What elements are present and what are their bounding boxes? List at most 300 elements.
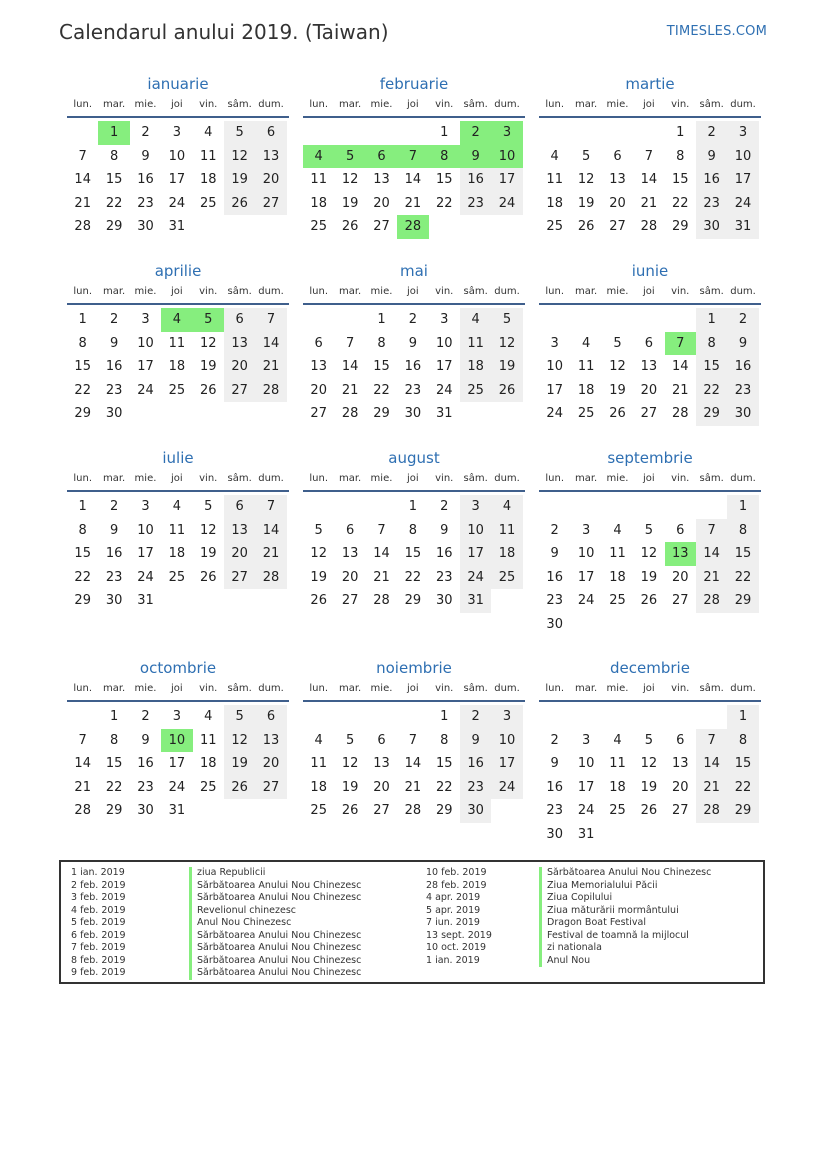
day-cell: 10: [491, 729, 522, 753]
day-cell: 18: [546, 195, 563, 211]
day-cell: 1: [440, 709, 449, 724]
day-cell: 13: [341, 546, 359, 562]
day-cell: 6: [314, 335, 323, 351]
empty-day-cell: [334, 705, 365, 729]
weekday-label: lun.: [73, 286, 93, 297]
day-cell: 10: [168, 148, 186, 164]
day-cell: 13: [373, 756, 390, 772]
day-cell: 17: [137, 546, 154, 562]
empty-day-cell: [570, 495, 601, 519]
weekday-label: lun.: [309, 286, 329, 297]
day-cell: 11: [168, 335, 186, 351]
weekday-label: mar.: [102, 286, 126, 297]
day-cell: 23: [435, 569, 453, 585]
day-cell: 13: [255, 145, 286, 169]
day-cell: 4: [550, 148, 559, 164]
day-cell: 14: [640, 172, 658, 188]
day-cell: 20: [373, 195, 390, 211]
legend-holiday-name: Dragon Boat Festival: [539, 917, 711, 930]
month-name: ianuarie: [147, 75, 209, 93]
day-cell: 11: [609, 756, 626, 772]
legend-holiday-date: 5 feb. 2019: [71, 917, 126, 928]
day-cell: 6: [255, 705, 286, 729]
day-cell: 9: [408, 335, 417, 351]
day-cell: 18: [310, 779, 327, 795]
day-cell: 19: [341, 779, 359, 795]
weekday-label: vin.: [199, 683, 218, 694]
day-cell: 29: [435, 803, 453, 819]
day-cell: 26: [609, 406, 626, 422]
day-grid: [67, 705, 289, 823]
day-cell: 15: [435, 756, 453, 772]
day-cell: 14: [671, 359, 689, 375]
day-cell: 27: [640, 406, 658, 422]
day-cell: 24: [546, 406, 563, 422]
day-cell: 10: [727, 145, 758, 169]
day-cell: 28: [404, 803, 422, 819]
day-cell: 2: [696, 121, 727, 145]
day-cell: 21: [341, 382, 359, 398]
weekday-label: mie.: [134, 99, 157, 110]
day-cell: 27: [609, 219, 626, 235]
weekday-label: vin.: [671, 99, 690, 110]
day-cell: 30: [137, 803, 154, 819]
empty-day-cell: [539, 705, 570, 729]
day-cell: 17: [577, 569, 595, 585]
month-august: [303, 448, 525, 613]
day-cell: 8: [377, 335, 386, 351]
day-cell: 20: [341, 569, 359, 585]
day-cell: 26: [341, 803, 359, 819]
legend-holiday-date: 4 feb. 2019: [71, 904, 126, 916]
day-cell: 6: [377, 732, 386, 748]
day-cell: 11: [491, 519, 522, 543]
day-cell: 28: [74, 219, 91, 235]
day-cell: 1: [109, 709, 119, 724]
day-cell: 11: [310, 756, 327, 772]
day-cell: 29: [696, 402, 727, 426]
day-cell: 8: [440, 732, 449, 748]
day-grid: [539, 308, 761, 426]
month-iulie: [67, 448, 289, 613]
empty-day-cell: [633, 495, 664, 519]
day-cell: 18: [310, 195, 327, 211]
day-cell: 11: [609, 546, 626, 562]
weekday-label: mie.: [370, 683, 393, 694]
day-cell: 8: [676, 148, 685, 164]
weekday-label: vin.: [671, 683, 690, 694]
day-cell: 13: [373, 172, 390, 188]
day-cell: 9: [109, 335, 119, 351]
month-septembrie: [539, 448, 761, 637]
day-cell: 26: [341, 219, 359, 235]
legend-holiday-date: 1 ian. 2019: [71, 867, 125, 878]
day-cell: 23: [137, 195, 154, 211]
weekday-label: mie.: [134, 286, 157, 297]
day-cell: 12: [577, 172, 595, 188]
day-cell: 4: [460, 308, 491, 332]
holiday-day-cell: 13: [665, 542, 696, 566]
weekday-label: joi: [407, 683, 419, 694]
weekday-label: lun.: [73, 473, 93, 484]
day-cell: 6: [676, 732, 685, 748]
day-cell: 17: [168, 172, 186, 188]
day-cell: 22: [727, 566, 758, 590]
day-grid: [303, 121, 525, 239]
day-cell: 13: [310, 359, 327, 375]
day-cell: 30: [435, 593, 453, 609]
legend-holiday-name: Sărbătoarea Anului Nou Chinezesc: [189, 930, 361, 943]
day-cell: 23: [404, 382, 422, 398]
day-cell: 23: [727, 379, 758, 403]
day-grid: [67, 121, 289, 239]
day-cell: 14: [404, 172, 422, 188]
day-cell: 24: [168, 779, 186, 795]
weekday-label: sâm.: [227, 473, 252, 484]
day-cell: 20: [224, 542, 255, 566]
day-cell: 1: [377, 312, 386, 327]
day-cell: 1: [78, 312, 87, 327]
day-cell: 11: [168, 522, 186, 538]
day-cell: 28: [255, 379, 286, 403]
day-cell: 15: [727, 542, 758, 566]
day-cell: 17: [435, 359, 453, 375]
day-cell: 5: [491, 308, 522, 332]
day-cell: 12: [310, 546, 327, 562]
legend-right-dates: [426, 867, 492, 967]
weekday-label: sâm.: [699, 99, 724, 110]
day-cell: 25: [546, 219, 563, 235]
day-cell: 3: [141, 312, 150, 327]
day-cell: 2: [141, 709, 150, 724]
day-cell: 8: [727, 729, 758, 753]
holiday-day-cell: 4: [161, 308, 192, 332]
day-cell: 5: [224, 121, 255, 145]
day-cell: 5: [345, 732, 355, 748]
day-cell: 1: [727, 705, 758, 729]
month-name: aprilie: [154, 262, 202, 280]
day-cell: 18: [168, 359, 186, 375]
day-cell: 5: [314, 522, 323, 538]
day-cell: 28: [74, 803, 91, 819]
day-cell: 16: [460, 752, 491, 776]
day-cell: 12: [609, 359, 626, 375]
day-cell: 21: [255, 542, 286, 566]
weekday-label: mar.: [574, 286, 598, 297]
day-cell: 7: [408, 732, 417, 748]
weekday-label: vin.: [435, 683, 454, 694]
holiday-day-cell: 5: [334, 145, 365, 169]
weekday-label: lun.: [309, 99, 329, 110]
day-cell: 22: [727, 776, 758, 800]
day-cell: 22: [435, 779, 453, 795]
weekday-label: mie.: [606, 683, 629, 694]
day-cell: 15: [74, 359, 91, 375]
day-cell: 22: [373, 382, 390, 398]
weekday-label: vin.: [435, 473, 454, 484]
weekday-label: joi: [171, 286, 183, 297]
day-cell: 29: [105, 219, 123, 235]
day-cell: 20: [255, 168, 286, 192]
empty-day-cell: [366, 495, 397, 519]
day-cell: 29: [671, 219, 689, 235]
day-cell: 1: [676, 125, 685, 140]
day-cell: 7: [696, 729, 727, 753]
day-cell: 11: [546, 172, 563, 188]
day-cell: 1: [440, 125, 449, 140]
day-cell: 23: [105, 569, 123, 585]
day-cell: 21: [671, 382, 689, 398]
day-cell: 20: [640, 382, 658, 398]
month-name: iulie: [162, 449, 194, 467]
day-cell: 31: [727, 215, 758, 239]
day-cell: 5: [204, 499, 213, 514]
weekday-label: lun.: [545, 683, 565, 694]
legend-holiday-date: 13 sept. 2019: [426, 929, 492, 941]
day-grid: [303, 495, 525, 613]
day-cell: 26: [310, 593, 327, 609]
day-cell: 12: [341, 756, 359, 772]
brand-link[interactable]: TIMESLES.COM: [666, 24, 767, 39]
day-cell: 16: [137, 756, 154, 772]
day-cell: 21: [255, 355, 286, 379]
day-cell: 9: [460, 729, 491, 753]
day-cell: 8: [78, 522, 87, 538]
day-cell: 29: [727, 799, 758, 823]
day-cell: 15: [404, 546, 422, 562]
month-aprilie: [67, 261, 289, 426]
day-cell: 6: [224, 495, 255, 519]
day-cell: 2: [727, 308, 758, 332]
day-cell: 27: [310, 406, 327, 422]
day-cell: 28: [373, 593, 390, 609]
day-cell: 4: [491, 495, 522, 519]
day-cell: 8: [109, 732, 119, 748]
day-cell: 7: [345, 335, 355, 351]
holiday-day-cell: 7: [665, 332, 696, 356]
weekday-header: [67, 678, 289, 702]
day-cell: 8: [727, 519, 758, 543]
day-cell: 14: [255, 519, 286, 543]
weekday-label: dum.: [730, 99, 756, 110]
day-grid: [539, 121, 761, 239]
day-cell: 15: [727, 752, 758, 776]
empty-day-cell: [633, 705, 664, 729]
day-cell: 26: [199, 382, 217, 398]
day-cell: 25: [460, 379, 491, 403]
day-cell: 19: [609, 382, 626, 398]
day-cell: 9: [727, 332, 758, 356]
day-cell: 25: [609, 593, 626, 609]
day-cell: 24: [137, 569, 154, 585]
day-cell: 17: [491, 168, 522, 192]
empty-day-cell: [366, 705, 397, 729]
empty-day-cell: [602, 308, 633, 332]
month-name: februarie: [379, 75, 449, 93]
day-cell: 22: [105, 779, 123, 795]
day-cell: 3: [440, 312, 449, 327]
weekday-label: joi: [643, 286, 655, 297]
day-cell: 8: [408, 522, 417, 538]
weekday-label: mar.: [338, 286, 362, 297]
day-cell: 24: [491, 776, 522, 800]
weekday-label: dum.: [730, 683, 756, 694]
day-cell: 27: [373, 803, 390, 819]
weekday-label: dum.: [494, 286, 520, 297]
weekday-label: dum.: [258, 286, 284, 297]
day-cell: 3: [172, 709, 181, 724]
weekday-label: dum.: [494, 473, 520, 484]
legend-holiday-date: 5 apr. 2019: [426, 904, 481, 916]
day-cell: 30: [137, 219, 154, 235]
weekday-header: [303, 94, 525, 118]
empty-day-cell: [303, 495, 334, 519]
day-cell: 23: [105, 382, 123, 398]
legend-holiday-date: 8 feb. 2019: [71, 954, 126, 966]
day-cell: 28: [255, 566, 286, 590]
day-cell: 27: [671, 593, 689, 609]
empty-day-cell: [665, 705, 696, 729]
day-cell: 26: [224, 192, 255, 216]
empty-day-cell: [334, 495, 365, 519]
day-cell: 5: [224, 705, 255, 729]
day-cell: 19: [199, 546, 217, 562]
day-cell: 9: [550, 756, 559, 772]
day-cell: 13: [640, 359, 658, 375]
empty-day-cell: [539, 495, 570, 519]
day-grid: [539, 495, 761, 637]
month-name: martie: [625, 75, 675, 93]
day-cell: 12: [224, 145, 255, 169]
day-cell: 17: [168, 756, 186, 772]
day-cell: 21: [373, 569, 390, 585]
day-cell: 2: [141, 125, 150, 140]
empty-day-cell: [397, 705, 428, 729]
day-cell: 3: [727, 121, 758, 145]
weekday-label: mar.: [102, 683, 126, 694]
weekday-label: mar.: [574, 473, 598, 484]
day-cell: 20: [255, 752, 286, 776]
day-cell: 25: [609, 803, 626, 819]
day-cell: 18: [168, 546, 186, 562]
legend-holiday-name: Sărbătoarea Anului Nou Chinezesc: [539, 867, 711, 880]
day-cell: 7: [377, 522, 386, 538]
holiday-day-cell: 7: [397, 145, 428, 169]
day-cell: 13: [224, 332, 255, 356]
legend-holiday-date: 10 oct. 2019: [426, 942, 487, 953]
day-cell: 10: [435, 335, 453, 351]
empty-day-cell: [67, 705, 98, 729]
weekday-label: joi: [171, 99, 183, 110]
weekday-label: mar.: [338, 683, 362, 694]
empty-day-cell: [570, 705, 601, 729]
legend-holiday-name: zi nationala: [539, 942, 711, 955]
day-cell: 23: [696, 192, 727, 216]
day-cell: 18: [491, 542, 522, 566]
day-cell: 6: [345, 522, 355, 538]
day-cell: 1: [78, 499, 87, 514]
day-cell: 31: [168, 803, 186, 819]
day-cell: 17: [137, 359, 154, 375]
day-cell: 24: [577, 803, 595, 819]
day-cell: 3: [460, 495, 491, 519]
day-cell: 6: [224, 308, 255, 332]
day-cell: 23: [460, 776, 491, 800]
day-cell: 19: [310, 569, 327, 585]
month-ianuarie: [67, 74, 289, 239]
day-cell: 20: [609, 195, 626, 211]
day-cell: 22: [671, 195, 689, 211]
day-cell: 29: [727, 589, 758, 613]
weekday-label: dum.: [494, 99, 520, 110]
day-cell: 28: [341, 406, 359, 422]
day-cell: 12: [199, 522, 217, 538]
day-cell: 5: [644, 732, 653, 748]
day-cell: 22: [435, 195, 453, 211]
day-cell: 12: [224, 729, 255, 753]
legend-holiday-name: Revelionul chinezesc: [189, 905, 361, 918]
month-name: decembrie: [610, 659, 690, 677]
empty-day-cell: [696, 495, 727, 519]
day-cell: 18: [609, 779, 626, 795]
day-cell: 19: [199, 359, 217, 375]
day-cell: 7: [644, 148, 653, 164]
weekday-header: [539, 94, 761, 118]
day-cell: 19: [341, 195, 359, 211]
day-cell: 15: [74, 546, 91, 562]
weekday-label: mie.: [606, 473, 629, 484]
legend-holiday-date: 2 feb. 2019: [71, 879, 126, 891]
day-cell: 26: [491, 379, 522, 403]
weekday-label: joi: [407, 473, 419, 484]
day-cell: 2: [109, 499, 119, 514]
day-cell: 16: [105, 546, 123, 562]
day-cell: 24: [491, 192, 522, 216]
day-cell: 31: [435, 406, 453, 422]
day-cell: 10: [137, 522, 154, 538]
weekday-label: mar.: [574, 99, 598, 110]
day-cell: 16: [696, 168, 727, 192]
day-cell: 4: [613, 732, 622, 748]
day-cell: 7: [255, 308, 286, 332]
day-cell: 24: [435, 382, 453, 398]
legend-holiday-name: Ziua Memorialului Păcii: [539, 880, 711, 893]
weekday-label: mar.: [102, 99, 126, 110]
legend-holiday-name: Ziua Copilului: [539, 892, 711, 905]
day-cell: 2: [440, 499, 449, 514]
legend-holiday-name: Sărbătoarea Anului Nou Chinezesc: [189, 942, 361, 955]
day-cell: 2: [408, 312, 417, 327]
empty-day-cell: [633, 121, 664, 145]
day-cell: 15: [435, 172, 453, 188]
weekday-label: dum.: [730, 473, 756, 484]
day-cell: 9: [696, 145, 727, 169]
day-cell: 21: [74, 195, 91, 211]
weekday-label: mar.: [102, 473, 126, 484]
weekday-label: lun.: [545, 286, 565, 297]
day-cell: 13: [255, 729, 286, 753]
weekday-label: vin.: [671, 286, 690, 297]
weekday-label: sâm.: [227, 99, 252, 110]
day-cell: 25: [199, 195, 217, 211]
day-cell: 13: [609, 172, 626, 188]
day-cell: 17: [460, 542, 491, 566]
day-cell: 5: [644, 522, 653, 538]
day-cell: 31: [168, 219, 186, 235]
day-cell: 4: [581, 335, 591, 351]
day-cell: 24: [727, 192, 758, 216]
legend-holiday-name: Sărbătoarea Anului Nou Chinezesc: [189, 955, 361, 968]
